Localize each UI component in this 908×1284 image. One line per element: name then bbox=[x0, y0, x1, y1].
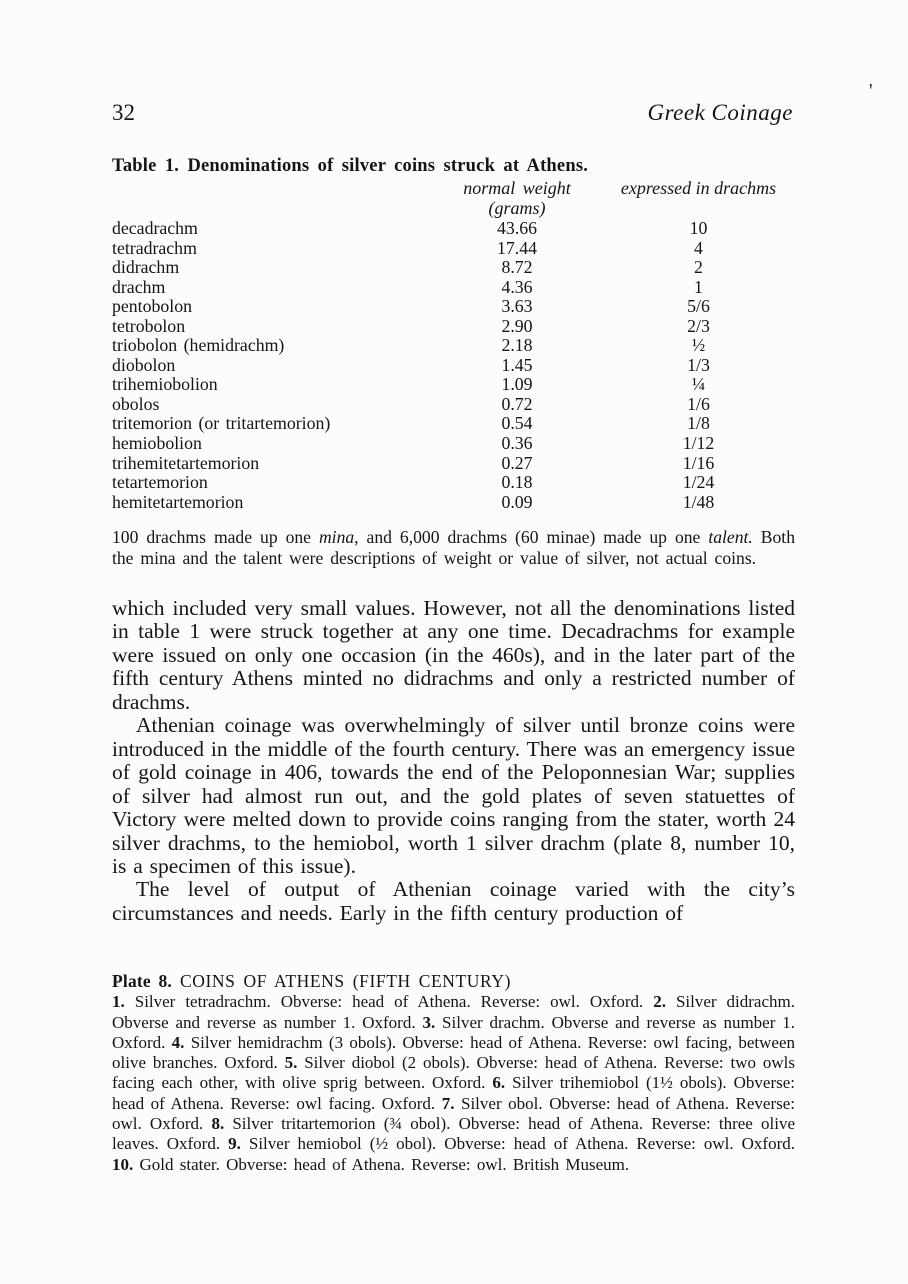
coin-name: tetartemorion bbox=[112, 472, 208, 493]
table-row bbox=[112, 356, 795, 376]
text-segment: Silver hemidrachm (3 obols). Obverse: head of Athena. Reverse: owl facing, between olive branches. Oxford. bbox=[112, 1032, 795, 1073]
body-text bbox=[112, 597, 795, 925]
coin-value-drachms: 10 bbox=[689, 218, 708, 238]
column-header-weight-line1: normal weight bbox=[463, 178, 571, 198]
table-row bbox=[112, 434, 795, 454]
text-segment: Silver didrachm. Obverse and reverse as number 1. Oxford. bbox=[112, 992, 795, 1032]
coin-weight-grams: 2.18 bbox=[501, 335, 533, 356]
coin-name: hemiobolion bbox=[112, 433, 202, 454]
coin-name: decadrachm bbox=[112, 218, 198, 238]
coin-weight-grams: 0.72 bbox=[501, 393, 533, 414]
coin-value-drachms: 1/48 bbox=[682, 491, 715, 512]
text-segment: 5. bbox=[284, 1053, 298, 1073]
coin-weight-grams: 0.09 bbox=[501, 491, 533, 512]
coin-name: drachm bbox=[112, 276, 166, 297]
coin-weight-grams: 1.45 bbox=[501, 354, 533, 375]
text-segment: and 6,000 drachms (60 minae) made up one bbox=[358, 527, 709, 548]
table-row bbox=[112, 493, 795, 513]
text-segment: Silver obol. Obverse: head of Athena. Reverse: owl. Oxford. bbox=[112, 1093, 795, 1134]
table-caption bbox=[112, 527, 795, 568]
coin-value-drachms: 2/3 bbox=[687, 315, 710, 336]
coin-name: tetrobolon bbox=[112, 315, 186, 336]
text-segment: 2. bbox=[653, 992, 666, 1012]
table-row bbox=[112, 239, 795, 259]
plate-note bbox=[112, 971, 795, 1175]
coin-name: pentobolon bbox=[112, 296, 193, 317]
coin-weight-grams: 0.27 bbox=[501, 452, 533, 473]
text-segment: Silver drachm. Obverse and reverse as number 1. Oxford. bbox=[112, 1012, 795, 1052]
coin-value-drachms: 1/8 bbox=[687, 413, 710, 434]
running-title: Greek Coinage bbox=[647, 100, 793, 125]
coin-weight-grams: 4.36 bbox=[501, 276, 533, 297]
table-row bbox=[112, 317, 795, 337]
text-segment: 7. bbox=[441, 1093, 455, 1113]
text-segment: 9. bbox=[228, 1134, 241, 1154]
coin-name: trihemiobolion bbox=[112, 374, 218, 395]
table-row bbox=[112, 454, 795, 474]
text-segment: 1. bbox=[112, 992, 125, 1012]
page-header bbox=[112, 100, 793, 126]
plate-heading-label: Plate 8. bbox=[112, 971, 172, 991]
coin-name: hemitetartemorion bbox=[112, 491, 244, 512]
text-segment: Silver tritartemorion (¾ obol). Obverse: head of Athena. Reverse: three olive leaves. Oxford. bbox=[112, 1114, 796, 1154]
coin-weight-grams: 43.66 bbox=[496, 218, 537, 238]
text-segment: Both the mina and the talent were descriptions of weight or value of silver, not actual coins. bbox=[112, 527, 795, 568]
table-row bbox=[112, 278, 795, 298]
text-segment: talent. bbox=[708, 527, 753, 548]
coin-weight-grams: 0.36 bbox=[501, 433, 533, 454]
body-paragraph: The level of output of Athenian coinage varied with the city’s circumstances and needs. Early in the fifth century production of bbox=[112, 877, 795, 925]
column-header-weight-line2: (grams) bbox=[488, 198, 546, 218]
body-paragraph: which included very small values. However, not all the denominations listed in table 1 were struck together at any one time. Decadrachms for example were issued on only one occasion (in the 460s), and in the later part of the fifth century Athens minted no didrachms and only a restricted number of drachms. bbox=[112, 596, 795, 714]
text-segment: mina, bbox=[318, 527, 359, 548]
text-segment: Gold stater. Obverse: head of Athena. Reverse: owl. British Museum. bbox=[133, 1154, 630, 1174]
table-row bbox=[112, 375, 795, 395]
denominations-table bbox=[112, 156, 795, 568]
coin-value-drachms: 2 bbox=[694, 257, 703, 278]
coin-weight-grams: 1.09 bbox=[501, 374, 533, 395]
coin-value-drachms: 1/24 bbox=[682, 472, 715, 493]
coin-value-drachms: 1/6 bbox=[687, 393, 710, 414]
table-row bbox=[112, 258, 795, 278]
text-segment: Silver diobol (2 obols). Obverse: head of Athena. Reverse: two owls facing each other, with olive sprig between. Oxford. bbox=[112, 1053, 795, 1093]
table-column-headers bbox=[112, 178, 795, 218]
plate-description bbox=[112, 992, 795, 1175]
page-number: 32 bbox=[112, 100, 135, 125]
scan-artifact-mark: ' bbox=[869, 80, 873, 102]
coin-weight-grams: 0.18 bbox=[501, 472, 533, 493]
text-segment: 10. bbox=[112, 1154, 134, 1174]
text-segment: 6. bbox=[492, 1073, 506, 1093]
table-row bbox=[112, 219, 795, 239]
coin-name: obolos bbox=[112, 393, 160, 414]
coin-weight-grams: 8.72 bbox=[501, 257, 533, 278]
plate-heading bbox=[112, 971, 795, 991]
table-row bbox=[112, 336, 795, 356]
table-title: Table 1. Denominations of silver coins struck at Athens. bbox=[112, 156, 589, 176]
coin-value-drachms: 1/16 bbox=[682, 452, 715, 473]
text-segment: Silver trihemiobol (1½ obols). Obverse: head of Athena. Reverse: owl facing. Oxford. bbox=[112, 1073, 795, 1113]
text-segment: 3. bbox=[422, 1012, 436, 1032]
coin-weight-grams: 2.90 bbox=[501, 315, 533, 336]
column-header-weight bbox=[432, 178, 602, 218]
column-spacer bbox=[112, 178, 432, 218]
table-row bbox=[112, 395, 795, 415]
coin-weight-grams: 0.54 bbox=[501, 413, 533, 434]
table-row bbox=[112, 473, 795, 493]
coin-value-drachms: 1/3 bbox=[687, 354, 710, 375]
table-row bbox=[112, 297, 795, 317]
coin-value-drachms: 1 bbox=[694, 276, 703, 297]
coin-value-drachms: ¼ bbox=[691, 374, 706, 395]
coin-value-drachms: ½ bbox=[691, 335, 706, 356]
body-paragraph: Athenian coinage was overwhelmingly of silver until bronze coins were introduced in the middle of the fourth century. There was an emergency issue of gold coinage in 406, towards the end of the Peloponnesian War; supplies of silver had almost run out, and the gold plates of seven statuettes of Victory were melted down to provide coins ranging from the stater, worth 24 silver drachms, to the hemiobol, worth 1 silver drachm (plate 8, number 10, is a specimen of this issue). bbox=[112, 713, 795, 878]
text-segment: 8. bbox=[211, 1114, 225, 1134]
table-row bbox=[112, 414, 795, 434]
text-segment: Silver tetradrachm. Obverse: head of Athena. Reverse: owl. Oxford. bbox=[124, 992, 654, 1012]
coin-weight-grams: 17.44 bbox=[496, 237, 537, 258]
text-segment: 4. bbox=[171, 1032, 185, 1052]
coin-name: diobolon bbox=[112, 354, 176, 375]
coin-name: tetradrachm bbox=[112, 237, 197, 258]
column-header-drachms: expressed in drachms bbox=[620, 178, 777, 198]
coin-name: triobolon (hemidrachm) bbox=[112, 335, 285, 356]
coin-name: tritemorion (or tritartemorion) bbox=[112, 413, 331, 434]
coin-name: didrachm bbox=[112, 257, 180, 278]
text-segment: Silver hemiobol (½ obol). Obverse: head of Athena. Reverse: owl. Oxford. bbox=[240, 1134, 795, 1154]
text-segment: 100 drachms made up one bbox=[112, 527, 319, 548]
coin-value-drachms: 5/6 bbox=[687, 296, 710, 317]
coin-value-drachms: 1/12 bbox=[682, 433, 715, 454]
coin-value-drachms: 4 bbox=[694, 237, 703, 258]
table-rows bbox=[112, 219, 795, 512]
coin-name: trihemitetartemorion bbox=[112, 452, 260, 473]
plate-heading-title: COINS OF ATHENS (FIFTH CENTURY) bbox=[172, 971, 512, 991]
coin-weight-grams: 3.63 bbox=[501, 296, 533, 317]
